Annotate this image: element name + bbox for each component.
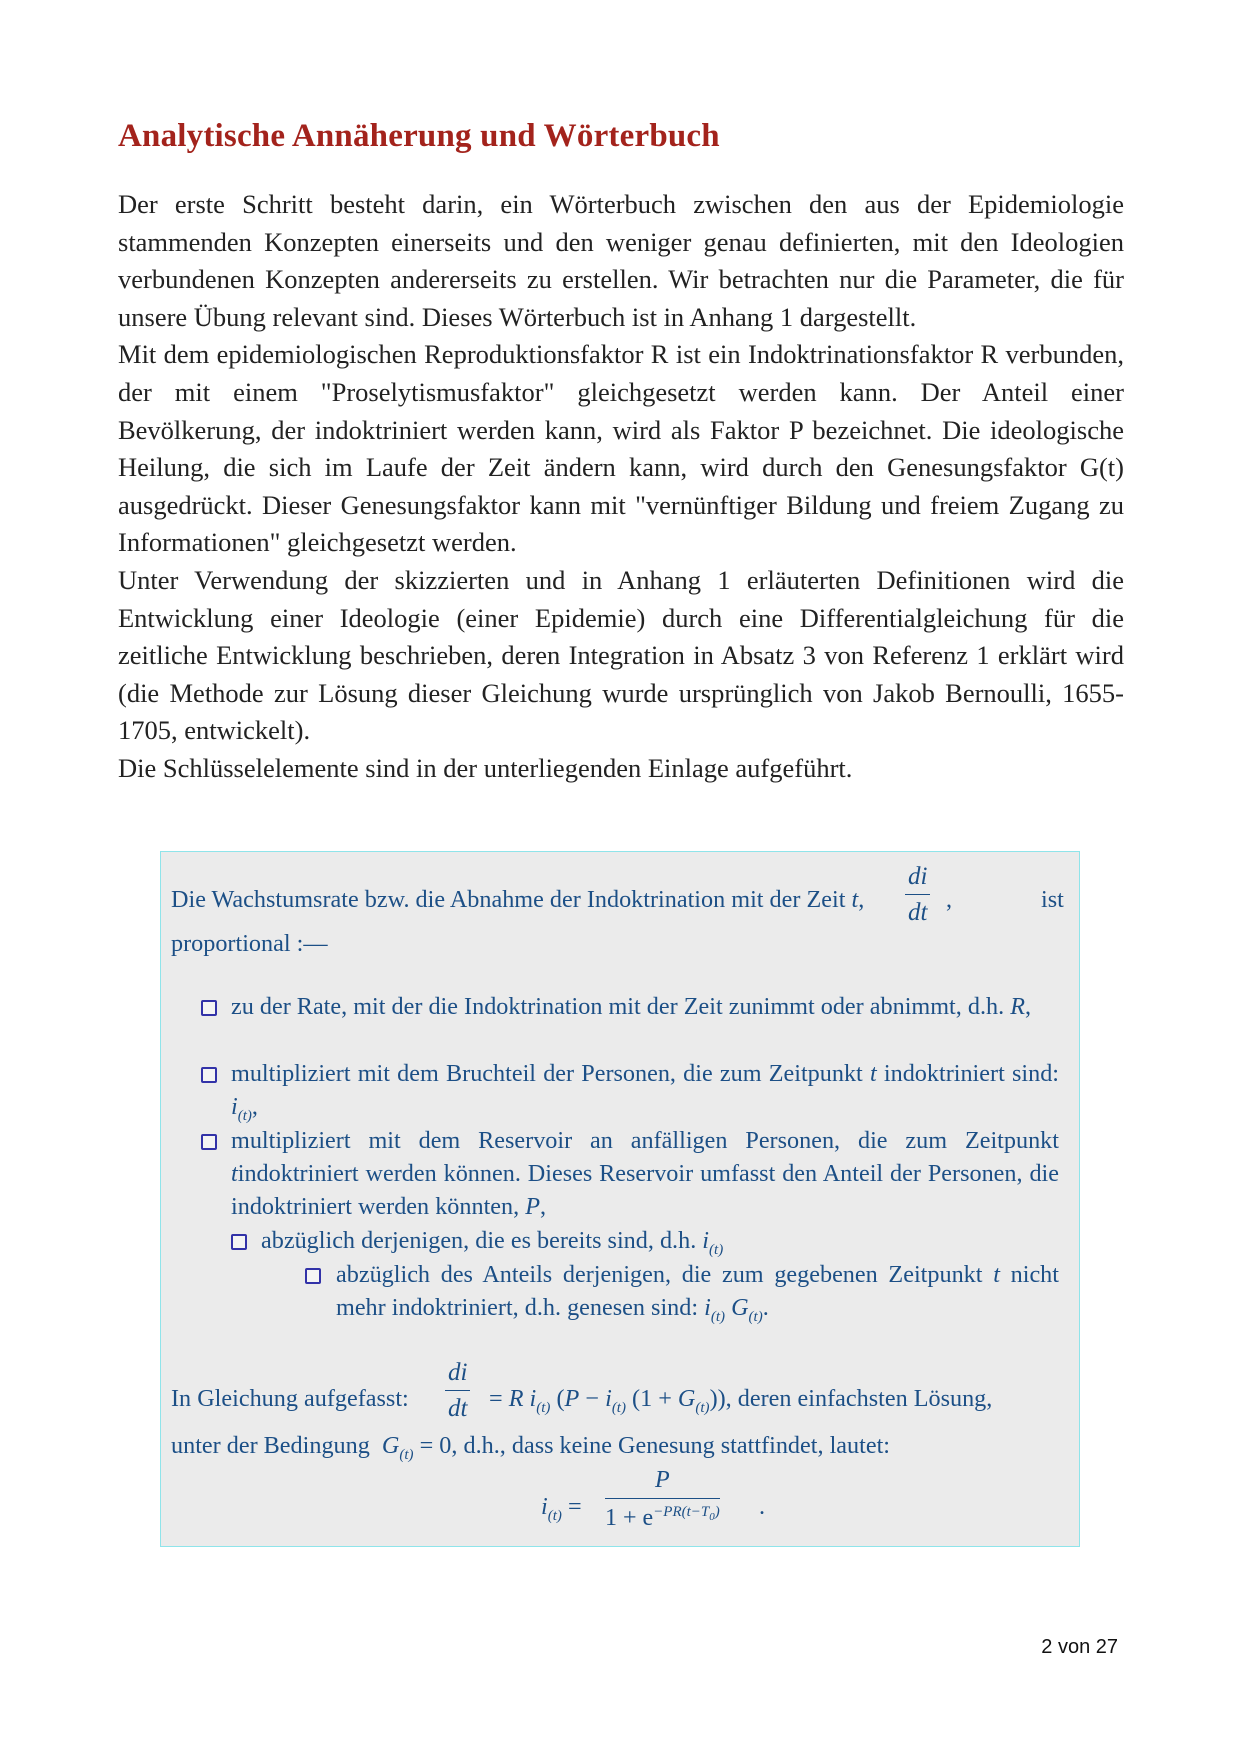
var-R: R <box>508 1385 524 1412</box>
word-ist: ist <box>1041 886 1064 913</box>
bullet-icon <box>201 1000 217 1016</box>
var-i: i <box>605 1385 612 1412</box>
var-G: G <box>677 1385 696 1412</box>
var-i: i <box>541 1493 548 1520</box>
bullet-3-tail: indoktriniert werden können. Dieses Reservoir umfasst den Anteil der Personen, die indoktriniert werden könnten, <box>231 1160 1059 1220</box>
comma: , <box>858 886 865 913</box>
bullet-4-text: abzüglich derjenigen, die es bereits sind, d.h. <box>261 1227 697 1254</box>
var-i: i <box>704 1294 711 1321</box>
solution-formula: $i_{(t)}$ = $\frac{P}{1 + e^{-PR(t-T_0)}}$ . <box>541 1467 766 1531</box>
key-elements-box <box>160 851 1080 1547</box>
bullet-item-5: abzüglich des Anteils derjenigen, die zum gegebenen Zeitpunkt t nicht mehr indoktriniert, d.h. genesen sind: $i_{(t)}$ $G_{(t)}$. <box>336 1261 1059 1325</box>
intro-line-2: proportional :— <box>171 930 328 957</box>
comma: , <box>946 886 953 913</box>
var-t: t <box>869 1060 877 1087</box>
subscript-t: (t) <box>748 1309 763 1325</box>
body-text <box>118 186 1124 788</box>
var-G: G <box>381 1432 400 1459</box>
fraction-denominator: dt <box>908 899 928 926</box>
subscript-t: (t) <box>709 1242 724 1258</box>
solution-exponent: −PR(t−T <box>653 1504 710 1520</box>
var-i: i <box>529 1385 537 1412</box>
section-heading: Analytische Annäherung und Wörterbuch <box>118 118 720 154</box>
var-t: t <box>851 886 859 913</box>
var-P: P <box>525 1193 540 1220</box>
solution-fraction <box>603 1468 722 1530</box>
solution-numerator: P <box>605 1468 720 1499</box>
subscript-t: (t) <box>399 1447 414 1463</box>
paragraph-3: Unter Verwendung der skizzierten und in Anhang 1 erläuterten Definitionen wird die Entwicklung einer Ideologie (einer Epidemie) durch eine Differentialgleichung für die zeitliche Entwicklung beschrieben, deren Integration in Absatz 3 von Referenz 1 erklärt wird (die Methode zur Lösung dieser Gleichung wurde ursprünglich von Jakob Bernoulli, 1655-1705, entwickelt). <box>118 564 1124 746</box>
equation-lead: In Gleichung aufgefasst: <box>171 1385 409 1412</box>
bullet-item-2 <box>231 1057 1059 1133</box>
bullet-icon <box>201 1134 217 1150</box>
subscript-t: (t) <box>536 1400 551 1416</box>
equation-line <box>171 1360 1069 1426</box>
equation-fraction <box>443 1360 472 1421</box>
condition-trail: = 0, d.h., dass keine Genesung stattfindet, lautet: <box>419 1432 891 1459</box>
comma: , <box>540 1193 547 1220</box>
paragraph-4: Die Schlüsselelemente sind in der unterliegenden Einlage aufgeführt. <box>118 752 853 783</box>
bullet-icon <box>231 1234 247 1250</box>
bullet-item-1 <box>231 990 1059 1023</box>
solution-exponent-close: ) <box>714 1504 720 1520</box>
var-R: R <box>1010 993 1025 1020</box>
paragraph-1: Der erste Schritt besteht darin, ein Wörterbuch zwischen den aus der Epidemiologie stammenden Konzepten einerseits und den weniger genau definierten, mit den Ideologien verbundenen Konzepten andererseits zu erstellen. Wir betrachten nur die Parameter, die für unsere Übung relevant sind. Dieses Wörterbuch ist in Anhang 1 dargestellt. <box>118 189 1124 332</box>
paragraph-2: Mit dem epidemiologischen Reproduktionsfaktor R ist ein Indoktrinationsfaktor R verbunden, der mit einem "Proselytismusfaktor" gleichgesetzt werden kann. Der Anteil einer Bevölkerung, der indoktriniert werden kann, wird als Faktor P bezeichnet. Die ideologische Heilung, die sich im Laufe der Zeit ändern kann, wird durch den Genesungsfaktor G(t) ausgedrückt. Dieser Genesungsfaktor kann mit "vernünftiger Bildung und freiem Zugang zu Informationen" gleichgesetzt werden. <box>118 339 1124 558</box>
subscript-t: (t) <box>547 1508 562 1524</box>
intro-text: Die Wachstumsrate bzw. die Abnahme der Indoktrination mit der Zeit <box>171 886 846 913</box>
equation-rhs: = R $i_{(t)}$ ($P - i_{(t)}$ $(1 + G_{(t)})$), deren einfachsten Lösung, <box>489 1385 993 1416</box>
var-G: G <box>731 1294 749 1321</box>
bullet-3-text: multipliziert mit dem Reservoir an anfälligen Personen, die zum Zeitpunkt <box>231 1127 1059 1154</box>
subscript-t: (t) <box>710 1309 726 1325</box>
var-i: i <box>231 1093 238 1120</box>
bullet-icon <box>305 1268 321 1284</box>
condition-line <box>171 1432 890 1464</box>
condition-lead: unter der Bedingung <box>171 1432 370 1459</box>
var-t: t <box>993 1261 1000 1288</box>
equation-trail: , deren einfachsten Lösung, <box>725 1385 993 1412</box>
solution-denominator <box>605 1499 720 1530</box>
box-intro <box>171 864 1069 924</box>
fraction-di-dt <box>903 864 932 925</box>
subscript-t: (t) <box>237 1108 252 1124</box>
bullet-2-text: multipliziert mit dem Bruchteil der Personen, die zum Zeitpunkt <box>231 1060 863 1087</box>
var-t: t <box>231 1160 238 1187</box>
bullet-item-3 <box>231 1124 1059 1223</box>
bullet-5-tail: nicht mehr indoktriniert, d.h. genesen sind: <box>336 1261 1059 1321</box>
comma: , <box>1024 993 1032 1020</box>
page-number: 2 von 27 <box>1041 1636 1118 1658</box>
bullet-1-text: zu der Rate, mit der die Indoktrination mit der Zeit zunimmt oder abnimmt, d.h. <box>231 993 1005 1020</box>
subscript-t: (t) <box>695 1400 710 1416</box>
var-i: i <box>702 1227 710 1254</box>
comma: , <box>251 1093 258 1120</box>
var-P: P <box>564 1385 580 1412</box>
bullet-icon <box>201 1067 217 1083</box>
bullet-5-text: abzüglich des Anteils derjenigen, die zum gegebenen Zeitpunkt <box>336 1261 983 1288</box>
subscript-t: (t) <box>611 1400 626 1416</box>
solution-exponent-sub: 0 <box>709 1511 715 1523</box>
fraction-denominator: dt <box>448 1395 468 1422</box>
solution-den-base: 1 + e <box>605 1505 654 1531</box>
fraction-numerator: di <box>905 864 930 895</box>
fraction-numerator: di <box>445 1360 470 1391</box>
bullet-2-tail: indoktriniert sind: <box>883 1060 1060 1087</box>
